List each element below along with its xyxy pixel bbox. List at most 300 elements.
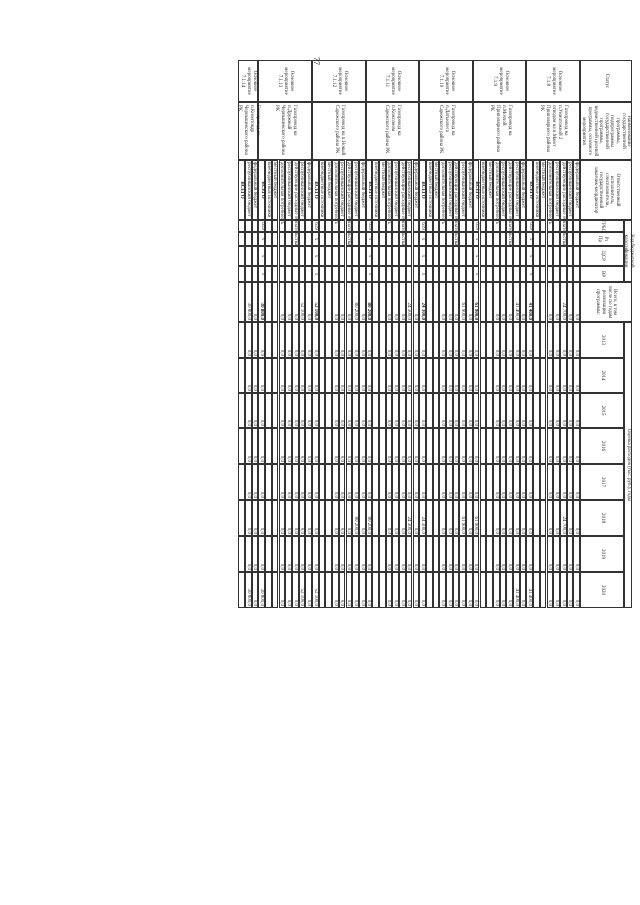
row-total: 0,0 [292,282,299,322]
year-value: 0,0 [493,393,500,428]
source-label: республиканский бюджет [406,160,413,220]
row-measure-name: Газопровод на п.Новый Сарежского района РК [312,102,366,160]
code-cell [359,266,366,282]
header-responsible: Ответственный исполнитель, соисполнители, государственный заказчик-координатор [580,160,632,220]
year-value: 0,0 [292,322,299,358]
source-label: федеральный бюджет [413,160,420,220]
row-total: 52 100,0 [299,282,306,322]
code-cell [346,266,353,282]
code-cell [279,232,286,246]
empty-cell [426,500,433,536]
source-label: республиканский бюджет [392,160,399,220]
code-cell [466,220,473,232]
year-value: 0,0 [560,536,567,572]
empty-cell [426,572,433,608]
year-value: 0,0 [252,358,259,393]
year-value: 0,0 [252,464,259,500]
year-value: 0,0 [292,500,299,536]
year-value: 0,0 [285,358,292,393]
year-value: 0,0 [299,428,306,464]
vr-mark: x [526,266,533,282]
row-total: 24 700,0 [560,282,567,322]
year-value: 0,0 [446,500,453,536]
year-value: 0,0 [346,358,353,393]
year-total: 0,0 [312,428,319,464]
year-value: 0,0 [346,464,353,500]
code-cell [520,232,527,246]
empty-cell [265,428,272,464]
source-label: местный бюджет [540,160,547,220]
source-label: действующие расходные обязательства [507,162,512,246]
year-value: 0,0 [279,358,286,393]
year-value: 0,0 [413,393,420,428]
code-cell [493,266,500,282]
year-total: 0,0 [419,536,426,572]
code-cell [352,246,359,266]
year-value: 0,0 [567,393,574,428]
year-value: 0,0 [520,536,527,572]
year-value: 0,0 [359,393,366,428]
row-measure-name: Газопровод на п.Кноитовдр Чернышевского района РК [238,102,258,160]
empty-cell [433,266,440,282]
year-value: 0,0 [459,322,466,358]
year-value: 0,0 [339,572,346,608]
year-total: 0,0 [258,536,265,572]
code-cell [285,232,292,246]
empty-cell [379,246,386,266]
empty-cell [533,500,540,536]
year-value: 0,0 [453,536,460,572]
total-label: ВСЕГО [473,160,480,220]
year-value: 0,0 [299,322,306,358]
year-total: 0,0 [258,393,265,428]
empty-cell [272,220,279,232]
empty-cell [272,428,279,464]
code-cell [453,246,460,266]
source-label: дополнительная потребность [332,162,338,225]
empty-cell [486,572,493,608]
code-cell [386,220,393,232]
year-value: 0,0 [453,393,460,428]
year-value: 0,0 [520,428,527,464]
code-cell [399,246,406,266]
code-cell [399,232,406,246]
year-value: 0,0 [292,428,299,464]
year-value: 0,0 [459,572,466,608]
source-label: внебюджетные источники [319,160,326,220]
year-value: 0,0 [346,393,353,428]
year-value: 0,0 [386,322,393,358]
empty-cell [433,428,440,464]
row-total: 0,0 [285,282,292,322]
year-value: 0,0 [406,322,413,358]
year-value: 0,0 [352,322,359,358]
year-value: 0,0 [553,500,560,536]
year-value: 0,0 [567,500,574,536]
year-value: 0,0 [252,572,259,608]
empty-cell [480,358,487,393]
year-value: 0,0 [332,536,339,572]
header-budget-codes: Код бюджетной классификации [624,220,632,282]
code-cell [346,220,353,232]
year-value: 0,0 [392,393,399,428]
empty-cell [433,220,440,232]
empty-cell [372,500,379,536]
code-cell [513,266,520,282]
year-total: 0,0 [473,572,480,608]
source-label: местный бюджет [272,160,279,220]
year-value: 0,0 [406,572,413,608]
year-value: 0,0 [245,428,252,464]
year-value: 0,0 [406,464,413,500]
year-value: 0,0 [406,393,413,428]
year-value: 0,0 [466,500,473,536]
year-value: 0,0 [547,572,554,608]
source-label: местный бюджет [433,160,440,220]
source-label: действующие расходные обязательства [453,162,459,246]
year-total: 0,0 [526,428,533,464]
code-cell [513,246,520,266]
total-label: ВСЕГО [526,160,533,220]
empty-cell [486,246,493,266]
empty-cell [379,322,386,358]
year-value: 61 900,0 [459,500,466,536]
year-value: 0,0 [332,322,339,358]
year-value: 0,0 [439,572,446,608]
year-value: 0,0 [406,428,413,464]
source-label: республиканский бюджет [513,160,520,220]
year-value: 0,0 [513,428,520,464]
code-cell [305,246,312,266]
empty-cell [265,536,272,572]
year-value: 0,0 [292,536,299,572]
code-cell [332,266,339,282]
year-value: 0,0 [547,322,554,358]
empty-cell [540,572,547,608]
source-label: федеральный бюджет [305,160,312,220]
header-csr: ЦСР [580,246,624,266]
year-total: 0,0 [419,428,426,464]
code-cell [292,266,299,282]
code-cell [413,266,420,282]
year-total: 0,0 [473,358,480,393]
code-cell [359,220,366,232]
year-value: 0,0 [506,322,513,358]
empty-cell [486,266,493,282]
year-value: 0,0 [352,572,359,608]
empty-cell [379,393,386,428]
code-cell [339,266,346,282]
year-total: 0,0 [312,500,319,536]
empty-cell [265,358,272,393]
year-value: 0,0 [547,358,554,393]
source-label: федеральный бюджет [359,160,366,220]
code-cell [339,246,346,266]
header-year: 2019 [580,536,624,572]
source-label: дополнительная потребность [547,162,553,225]
year-total [238,536,245,572]
empty-cell [480,266,487,282]
empty-cell [426,464,433,500]
empty-cell [379,428,386,464]
year-value: 0,0 [413,500,420,536]
row-total: 0,0 [413,282,420,322]
code-cell [305,232,312,246]
year-value: 0,0 [386,572,393,608]
year-value: 0,0 [332,428,339,464]
year-total: 0,0 [473,464,480,500]
empty-cell [319,282,326,322]
csr-mark: x [419,246,426,266]
year-value: 0,0 [513,393,520,428]
year-value: 0,0 [493,428,500,464]
year-value: 0,0 [359,572,366,608]
row-total: 41 400,0 [513,282,520,322]
year-total: 0,0 [366,536,373,572]
code-cell [506,220,513,232]
year-value: 0,0 [520,358,527,393]
source-label: внебюджетные источники [265,160,272,220]
header-grbs: ГРБС [580,220,624,232]
year-value: 0,0 [352,358,359,393]
year-value: 0,0 [299,358,306,393]
empty-cell [540,220,547,232]
row-total: 0,0 [520,282,527,322]
code-cell [279,266,286,282]
code-cell [560,266,567,282]
year-total [238,393,245,428]
year-value: 0,0 [453,322,460,358]
year-value: 0,0 [332,572,339,608]
year-value: 0,0 [553,428,560,464]
year-value: 0,0 [285,536,292,572]
row-status: Основное мероприятие 7.1.11 [366,60,420,102]
year-value: 0,0 [413,358,420,393]
vr-mark: x [366,266,373,282]
code-cell [459,232,466,246]
code-cell [305,220,312,232]
empty-cell [325,428,332,464]
row-total: 0,0 [439,282,446,322]
group-total [238,282,245,322]
code-cell [352,220,359,232]
source-label: внебюджетные источники [533,160,540,220]
year-value: 0,0 [399,428,406,464]
empty-cell [486,393,493,428]
year-value: 0,0 [500,500,507,536]
code-cell [500,232,507,246]
year-value: 0,0 [339,500,346,536]
empty-cell [372,358,379,393]
header-year: 2014 [580,358,624,393]
year-value: 0,0 [399,464,406,500]
year-value: 0,0 [520,500,527,536]
year-value: 0,0 [399,358,406,393]
year-total: 0,0 [526,393,533,428]
empty-cell [480,572,487,608]
code-cell [500,266,507,282]
code-cell [386,246,393,266]
code-cell [285,246,292,266]
empty-cell [480,282,487,322]
code-cell [567,246,574,266]
code-cell [553,220,560,232]
year-total: 0,0 [473,428,480,464]
empty-cell [272,232,279,246]
year-total: 0,0 [312,536,319,572]
code-cell [500,246,507,266]
empty-cell [540,536,547,572]
empty-cell [486,232,493,246]
empty-cell [372,464,379,500]
year-value: 0,0 [386,393,393,428]
source-label: дополнительная потребность [386,162,392,225]
year-value: 0,0 [573,322,580,358]
empty-cell [540,282,547,322]
code-cell [245,266,252,282]
empty-cell [325,282,332,322]
year-value: 0,0 [547,393,554,428]
year-value: 0,0 [245,358,252,393]
year-value: 0,0 [339,536,346,572]
empty-cell [533,358,540,393]
empty-cell [272,322,279,358]
empty-cell [533,220,540,232]
source-label: республиканский бюджет [459,160,466,220]
empty-cell [480,464,487,500]
code-cell [553,266,560,282]
empty-cell [265,500,272,536]
total-label: ВСЕГО [238,160,245,220]
row-status: Основное мероприятие 7.1.14 [238,60,258,102]
year-value: 0,0 [506,536,513,572]
year-value: 0,0 [466,536,473,572]
year-value: 0,0 [392,428,399,464]
year-value: 0,0 [500,464,507,500]
year-value: 0,0 [520,393,527,428]
year-value: 0,0 [299,464,306,500]
code-cell [493,232,500,246]
row-total: 0,0 [399,282,406,322]
empty-cell [433,500,440,536]
year-total: 52 100,0 [312,572,319,608]
code-cell [299,232,306,246]
year-value: 0,0 [413,322,420,358]
empty-cell [319,428,326,464]
csr-mark: x [258,246,265,266]
year-value: 0,0 [305,358,312,393]
rzpr-mark: x [473,232,480,246]
year-value: 0,0 [573,393,580,428]
row-total: 0,0 [339,282,346,322]
source-label: действующие расходные обязательства [346,162,352,246]
year-value: 0,0 [500,536,507,572]
header-year: 2020 [580,572,624,608]
year-total: 0,0 [419,322,426,358]
year-value: 0,0 [305,428,312,464]
year-value: 0,0 [406,358,413,393]
code-cell [252,232,259,246]
rzpr-mark: x [258,232,265,246]
year-value: 0,0 [332,393,339,428]
code-cell [279,246,286,266]
code-cell [332,246,339,266]
year-value: 0,0 [560,322,567,358]
source-label: республиканский бюджет [339,160,346,220]
empty-cell [372,536,379,572]
source-label: республиканский бюджет [567,160,574,220]
empty-cell [533,572,540,608]
source-label: дополнительная потребность [279,162,285,225]
row-total: 0,0 [386,282,393,322]
empty-cell [480,232,487,246]
year-value: 0,0 [352,536,359,572]
empty-cell [433,322,440,358]
year-value: 0,0 [506,572,513,608]
year-value: 0,0 [453,500,460,536]
source-label: местный бюджет [486,160,493,220]
year-value: 0,0 [359,358,366,393]
header-total: Всего, в том числе по годам реализации программы: [580,282,632,322]
code-cell [352,266,359,282]
empty-cell [265,246,272,266]
year-value: 0,0 [346,536,353,572]
source-label: федеральный бюджет [466,160,473,220]
empty-cell [319,220,326,232]
row-total: 0,0 [547,282,554,322]
year-value: 0,0 [547,464,554,500]
empty-cell [433,572,440,608]
year-value: 0,0 [299,500,306,536]
empty-cell [325,464,332,500]
row-total: 0,0 [252,282,259,322]
year-value: 80 200,0 [352,500,359,536]
year-value: 0,0 [466,464,473,500]
empty-cell [540,393,547,428]
year-total: 0,0 [473,536,480,572]
empty-cell [319,232,326,246]
empty-cell [379,266,386,282]
year-value: 0,0 [553,393,560,428]
vr-mark: x [473,266,480,282]
year-total: 0,0 [258,464,265,500]
year-value: 0,0 [285,428,292,464]
empty-cell [265,572,272,608]
empty-cell [372,428,379,464]
year-value: 0,0 [573,500,580,536]
code-cell [292,246,299,266]
year-value: 0,0 [446,536,453,572]
year-value: 0,0 [439,358,446,393]
year-value: 0,0 [520,322,527,358]
empty-cell [272,464,279,500]
rzpr-mark: x [419,232,426,246]
row-total: 0,0 [500,282,507,322]
code-cell [567,266,574,282]
header-rzpr: Рз Пр [580,232,624,246]
year-value: 0,0 [279,536,286,572]
year-value: 0,0 [547,500,554,536]
row-status: Основное мероприятие 7.1.10 [419,60,473,102]
rzpr-mark: x [526,232,533,246]
year-total: 0,0 [366,358,373,393]
row-status: Основное мероприятие 7.1.12 [312,60,366,102]
code-cell [339,232,346,246]
year-value: 0,0 [346,322,353,358]
year-value: 0,0 [386,500,393,536]
year-value: 0,0 [245,536,252,572]
year-value: 0,0 [305,572,312,608]
